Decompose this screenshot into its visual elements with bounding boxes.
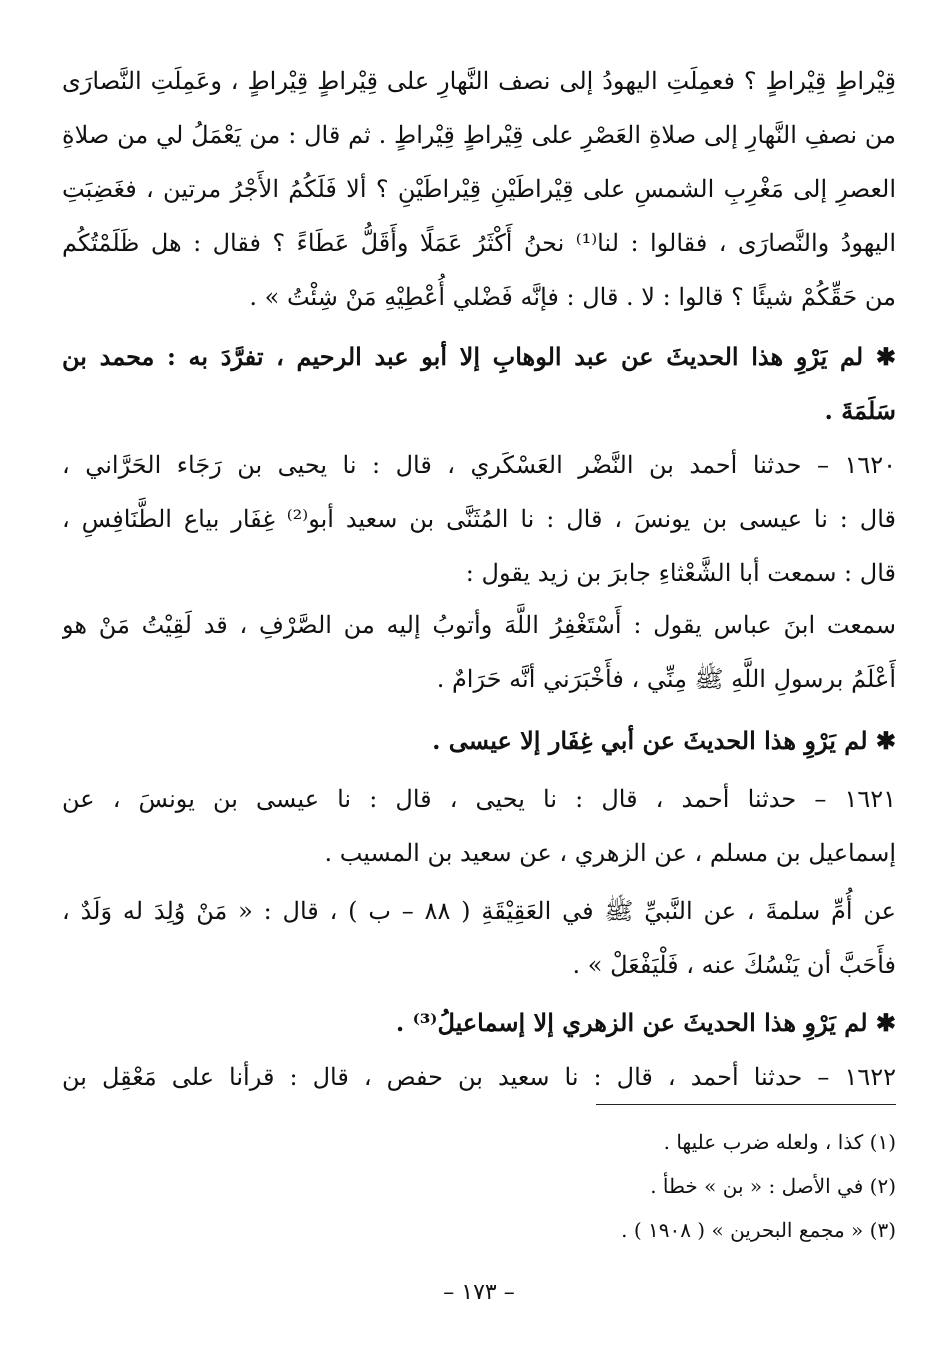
text-line: سمعت ابنَ عباس يقول : أَسْتَغْفِرُ اللَّهَ وأتوبُ إليه من الصَّرْفِ ، قد لَقِيْتُ مَنْ هو [62,611,896,639]
hadith-1620-chain [62,438,896,600]
text-line: ١٦٢٢ – حدثنا أحمد ، قال : نا سعيد بن حفص ، قال : قرأنا على مَعْقِل بن [62,1063,896,1091]
text-line: ١٦٢١ – حدثنا أحمد ، قال : نا يحيى ، قال : نا عيسى بن يونسَ ، عن [62,785,896,813]
paragraph-parable-continuation [62,54,896,324]
text-line: قال : سمعت أبا الشَّعْثاءِ جابرَ بن زيد يقول : [465,559,896,587]
text-line: ١٦٢٠ – حدثنا أحمد بن النَّضْر العَسْكَري ، قال : نا يحيى بن رَجَاء الحَرَّاني ، [62,451,896,479]
text-line: ✱ لم يَرْوِ هذا الحديثَ عن الزهري إلا إسماعيلُ⁽³⁾ . [395,1008,896,1037]
text-line: من نصفِ النَّهارِ إلى صلاةِ العَصْرِ على قِيْراطٍ قِيْراطٍ . ثم قال : من يَعْمَلُ لي من صلاةِ [62,121,896,149]
hadith-1620-text [62,598,896,706]
narration-note-2 [62,714,896,768]
text-line: العصرِ إلى مَغْرِبِ الشمسِ على قِيْراطَيْنِ قِيْراطَيْنِ ؟ ألا فَلَكُمُ الأَجْرُ مرتين ، فغَضِبَتِ [62,175,896,203]
narration-note-1 [62,330,896,438]
text-line: عن أُمِّ سلمةَ ، عن النَّبيِّ ﷺ في العَقِيْقَةِ ( ٨٨ – ب ) ، قال : « مَنْ وُلِدَ له وَلَدٌ ، [62,897,896,925]
text-line: من حَقِّكُمْ شيئًا ؟ قالوا : لا . قال : فإنَّه فَضْلي أُعْطِيْهِ مَنْ شِئْتُ » . [249,283,896,311]
hadith-1621-chain [62,772,896,880]
narration-note-3 [62,996,896,1050]
text-line: ✱ لم يَرْوِ هذا الحديثَ عن أبي غِفَار إلا عيسى . [432,726,896,755]
footnote-3: (٣) « مجمع البحرين » ( ١٩٠٨ ) . [621,1218,896,1242]
footnote-2: (٢) في الأصل : « بن » خطأ . [650,1174,896,1198]
text-line: فأَحَبَّ أن يَنْسُكَ عنه ، فَلْيَفْعَلْ » . [572,951,896,979]
footnote-1: (١) كذا ، ولعله ضرب عليها . [663,1130,896,1154]
text-line: قال : نا عيسى بن يونسَ ، قال : نا المُثَنَّى بن سعيد أبو⁽²⁾ غِفَار بياع الطَّنَافِسِ ، [62,505,896,533]
hadith-1621-text [62,884,896,992]
hadith-1622-chain [62,1050,896,1104]
footnote-divider [596,1104,896,1105]
footnotes [62,1120,896,1252]
text-line: قِيْراطٍ قِيْراطٍ ؟ فعمِلَتِ اليهودُ إلى نصف النَّهارِ على قِيْراطٍ قِيْراطٍ ، وعَمِلَتِ النَّصارَى [62,67,896,95]
text-line: ✱ لم يَرْوِ هذا الحديثَ عن عبد الوهابِ إلا أبو عبد الرحيم ، تفرَّدَ به : محمد بن [62,342,896,371]
text-line: اليهودُ والنَّصارَى ، فقالوا : لنا⁽¹⁾ نحنُ أَكْثَرُ عَمَلًا وأَقَلُّ عَطَاءً ؟ فقال : هل ظَلَمْتُكُم [62,229,896,257]
book-page [62,54,896,1314]
text-line: سَلَمَةَ . [824,396,896,425]
page-number: – ١٧٣ – [443,1280,515,1305]
text-line: أَعْلَمُ برسولِ اللَّهِ ﷺ مِنِّي ، فأَخْبَرَني أنَّه حَرَامٌ . [436,665,896,693]
text-line: إسماعيل بن مسلم ، عن الزهري ، عن سعيد بن المسيب . [324,839,896,867]
